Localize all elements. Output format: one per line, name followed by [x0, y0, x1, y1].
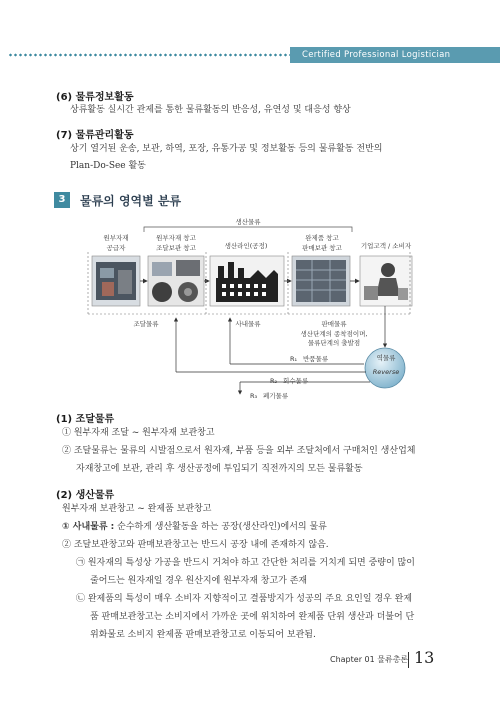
label-procurement: 조달물류	[133, 320, 159, 328]
footer-chapter: Chapter 01 물류총론	[330, 655, 409, 664]
sub2-intro: 원부자재 보관창고 ~ 완제품 보관창고	[62, 504, 212, 514]
sub2-sub-a-line1: ㉠ 원자재의 특성상 가공을 반드시 거쳐야 하고 간단한 처리를 거치게 되면 중량이 많이	[76, 558, 415, 568]
section-6-text: 상류활동 실시간 관제를 통한 물류활동의 반응성, 유연성 및 대응성 향상	[70, 105, 351, 115]
r3-label: 폐기물류	[263, 392, 289, 400]
section-7-line2: Plan-Do-See 활동	[70, 161, 146, 171]
sub1-heading: (1) 조달물류	[56, 414, 115, 425]
section-3-title: 물류의 영역별 분류	[80, 194, 182, 208]
r2-prefix: R₂	[270, 377, 278, 385]
sub1-item2-line2: 자재창고에 보관, 관리 후 생산공정에 투입되기 직전까지의 모든 물류활동	[76, 464, 363, 474]
sub2-item1-rest: 순수하게 생산활동을 하는 공장(생산라인)에서의 물류	[114, 522, 327, 532]
reverse-en: Reverse	[372, 368, 400, 376]
reverse-label: 역물류	[376, 354, 396, 362]
sub2-item1	[62, 518, 327, 536]
sub1-item1: ① 원부자재 조달 ~ 원부자재 보관창고	[62, 428, 215, 438]
sub2-item2: ② 조달보관창고와 판매보관창고는 반드시 공장 내에 존재하지 않음.	[62, 540, 329, 550]
r2-label: 회수물류	[283, 377, 309, 385]
sub2-sub-b-line1: ㉡ 완제품의 특성이 매우 소비자 지향적이고 결품방지가 성공의 주요 요인일 경우 완제	[76, 594, 413, 604]
production-line-image	[210, 256, 284, 306]
r3-prefix: R₃	[250, 392, 258, 400]
box5-line1: 기업고객 / 소비자	[360, 242, 412, 250]
box1-line2: 공급자	[106, 244, 126, 252]
r1-label: 반품물류	[303, 355, 329, 363]
box1-line1: 원부자재	[103, 234, 129, 242]
top-label: 생산물류	[235, 218, 261, 226]
box4-line2: 판매보관 창고	[302, 244, 342, 252]
sub2-item1-bold: ① 사내물류 :	[62, 522, 115, 532]
sub1-item2-line1: ② 조달물류는 물류의 시발점으로서 원자재, 부품 등을 외부 조달처에서 구매처인 생산업체	[62, 446, 416, 456]
supplier-image	[92, 256, 140, 306]
consumer-image	[360, 256, 412, 306]
sales-note-2: 물류단계의 출발점	[307, 339, 361, 347]
box2-line2: 조달보관 창고	[156, 244, 196, 252]
sales-note-1: 생산단계의 종착점이며,	[300, 330, 368, 338]
sub2-sub-b-line2: 품 판매보관창고는 소비지에서 가까운 곳에 위치하여 완제품 단위 생산과 더불어 단	[90, 612, 415, 622]
section-7-heading: (7) 물류관리활동	[56, 130, 134, 141]
sub2-sub-b-line3: 위화물로 소비지 완제품 판매보관창고로 이동되어 보관됨.	[90, 630, 316, 640]
sub2-heading: (2) 생산물류	[56, 490, 115, 501]
footer-divider	[408, 652, 409, 668]
box4-line1: 완제품 창고	[305, 234, 339, 242]
page-number: 13	[414, 648, 435, 667]
label-sales: 판매물류	[321, 320, 347, 328]
section-3-number: 3	[54, 192, 70, 208]
sales-warehouse-image	[292, 256, 350, 306]
r1-prefix: R₁	[290, 355, 298, 363]
sub2-sub-a-line2: 줄어드는 원자재일 경우 원산지에 원부자재 창고가 존재	[90, 576, 308, 586]
box2-line1: 원부자재 창고	[156, 234, 196, 242]
box3-line1: 생산라인(공정)	[224, 242, 268, 250]
section-6-heading: (6) 물류정보활동	[56, 92, 134, 103]
label-inhouse: 사내물류	[235, 320, 261, 328]
procurement-warehouse-image	[148, 256, 204, 306]
section-7-line1: 상기 열거된 운송, 보관, 하역, 포장, 유통가공 및 정보활동 등의 물류활동 전반의	[70, 144, 383, 154]
header-title: Certified Professional Logistician	[302, 50, 451, 60]
